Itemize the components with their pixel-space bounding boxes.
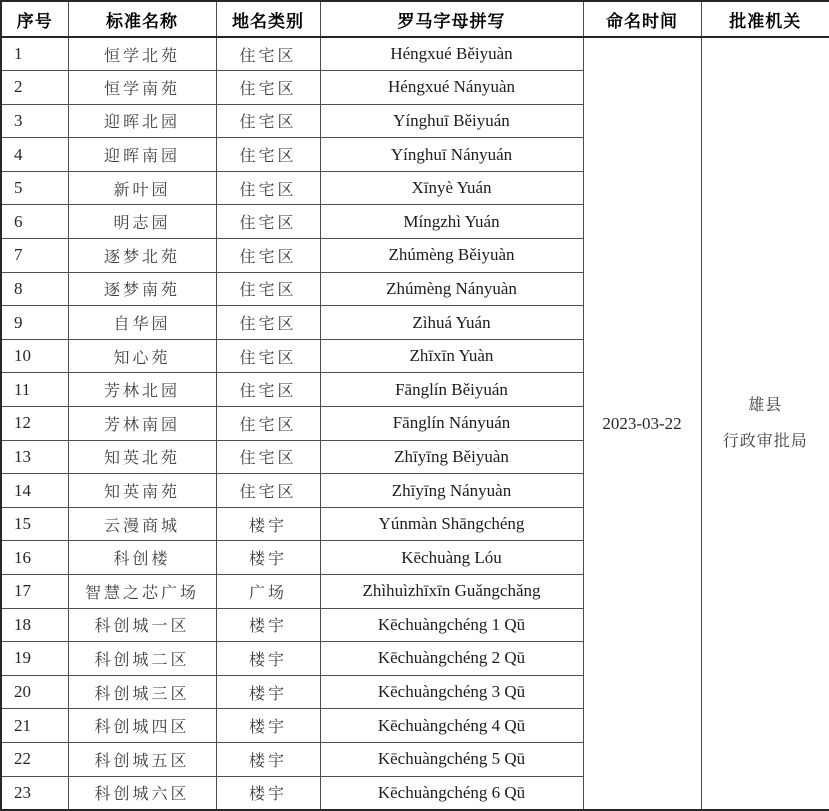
cell-category: 住宅区 (216, 239, 320, 273)
cell-name: 智慧之芯广场 (68, 575, 216, 609)
cell-category: 住宅区 (216, 104, 320, 138)
cell-name: 科创城三区 (68, 675, 216, 709)
cell-name: 知心苑 (68, 339, 216, 373)
cell-serial: 13 (1, 440, 68, 474)
cell-category: 住宅区 (216, 205, 320, 239)
cell-category: 住宅区 (216, 171, 320, 205)
cell-name: 芳林南园 (68, 407, 216, 441)
authority-line: 雄县 (748, 397, 783, 415)
cell-pinyin: Kēchuàngchéng 1 Qū (320, 608, 583, 642)
authority-line: 行政审批局 (722, 432, 808, 450)
col-header-standard-name: 标准名称 (68, 1, 216, 37)
cell-name: 新叶园 (68, 171, 216, 205)
cell-serial: 23 (1, 776, 68, 810)
cell-category: 楼宇 (216, 541, 320, 575)
cell-category: 楼宇 (216, 709, 320, 743)
col-header-category: 地名类别 (216, 1, 320, 37)
cell-serial: 5 (1, 171, 68, 205)
cell-name: 自华园 (68, 306, 216, 340)
cell-serial: 7 (1, 239, 68, 273)
cell-name: 恒学南苑 (68, 71, 216, 105)
cell-approval-authority (701, 37, 829, 810)
cell-category: 住宅区 (216, 373, 320, 407)
cell-pinyin: Zhīxīn Yuàn (320, 339, 583, 373)
cell-serial: 10 (1, 339, 68, 373)
cell-category: 住宅区 (216, 138, 320, 172)
header-row (1, 1, 829, 37)
cell-serial: 14 (1, 474, 68, 508)
cell-serial: 18 (1, 608, 68, 642)
cell-pinyin: Héngxué Běiyuàn (320, 37, 583, 71)
table-body (1, 37, 829, 810)
cell-category: 楼宇 (216, 608, 320, 642)
cell-pinyin: Kēchuàngchéng 3 Qū (320, 675, 583, 709)
cell-category: 住宅区 (216, 474, 320, 508)
cell-category: 楼宇 (216, 675, 320, 709)
cell-pinyin: Xīnyè Yuán (320, 171, 583, 205)
cell-category: 住宅区 (216, 306, 320, 340)
col-header-approval-authority: 批准机关 (701, 1, 829, 37)
cell-name: 科创城六区 (68, 776, 216, 810)
cell-serial: 21 (1, 709, 68, 743)
cell-serial: 15 (1, 507, 68, 541)
cell-pinyin: Zhīyīng Nányuàn (320, 474, 583, 508)
cell-pinyin: Zhúmèng Nányuàn (320, 272, 583, 306)
cell-serial: 8 (1, 272, 68, 306)
cell-category: 住宅区 (216, 440, 320, 474)
cell-serial: 2 (1, 71, 68, 105)
cell-serial: 3 (1, 104, 68, 138)
cell-category: 住宅区 (216, 407, 320, 441)
cell-name: 知英南苑 (68, 474, 216, 508)
cell-serial: 16 (1, 541, 68, 575)
cell-pinyin: Yínghuī Běiyuán (320, 104, 583, 138)
cell-name: 芳林北园 (68, 373, 216, 407)
cell-name: 逐梦北苑 (68, 239, 216, 273)
cell-serial: 1 (1, 37, 68, 71)
cell-name: 科创楼 (68, 541, 216, 575)
cell-serial: 20 (1, 675, 68, 709)
cell-name: 知英北苑 (68, 440, 216, 474)
cell-name: 科创城二区 (68, 642, 216, 676)
cell-category: 广场 (216, 575, 320, 609)
cell-name: 迎晖北园 (68, 104, 216, 138)
cell-pinyin: Kēchuàngchéng 6 Qū (320, 776, 583, 810)
cell-name: 迎晖南园 (68, 138, 216, 172)
cell-name: 恒学北苑 (68, 37, 216, 71)
cell-pinyin: Zìhuá Yuán (320, 306, 583, 340)
cell-name: 科创城四区 (68, 709, 216, 743)
cell-pinyin: Héngxué Nányuàn (320, 71, 583, 105)
cell-pinyin: Kēchuàngchéng 2 Qū (320, 642, 583, 676)
cell-pinyin: Kēchuàngchéng 5 Qū (320, 742, 583, 776)
cell-category: 楼宇 (216, 642, 320, 676)
cell-name: 科创城一区 (68, 608, 216, 642)
cell-category: 住宅区 (216, 37, 320, 71)
cell-pinyin: Kēchuàng Lóu (320, 541, 583, 575)
cell-pinyin: Yúnmàn Shāngchéng (320, 507, 583, 541)
cell-pinyin: Fānglín Nányuán (320, 407, 583, 441)
cell-pinyin: Yínghuī Nányuán (320, 138, 583, 172)
cell-name: 逐梦南苑 (68, 272, 216, 306)
cell-name: 明志园 (68, 205, 216, 239)
cell-serial: 17 (1, 575, 68, 609)
cell-category: 住宅区 (216, 272, 320, 306)
cell-pinyin: Zhúmèng Běiyuàn (320, 239, 583, 273)
cell-serial: 22 (1, 742, 68, 776)
cell-pinyin: Míngzhì Yuán (320, 205, 583, 239)
cell-category: 楼宇 (216, 507, 320, 541)
cell-pinyin: Zhīyīng Běiyuàn (320, 440, 583, 474)
table-row (1, 37, 829, 71)
cell-pinyin: Kēchuàngchéng 4 Qū (320, 709, 583, 743)
cell-naming-date: 2023-03-22 (583, 37, 701, 810)
cell-name: 云漫商城 (68, 507, 216, 541)
cell-name: 科创城五区 (68, 742, 216, 776)
cell-serial: 9 (1, 306, 68, 340)
cell-pinyin: Fānglín Běiyuán (320, 373, 583, 407)
cell-serial: 19 (1, 642, 68, 676)
cell-category: 楼宇 (216, 776, 320, 810)
col-header-serial: 序号 (1, 1, 68, 37)
col-header-pinyin: 罗马字母拼写 (320, 1, 583, 37)
cell-category: 住宅区 (216, 71, 320, 105)
cell-serial: 11 (1, 373, 68, 407)
cell-category: 住宅区 (216, 339, 320, 373)
cell-category: 楼宇 (216, 742, 320, 776)
col-header-naming-date: 命名时间 (583, 1, 701, 37)
cell-serial: 12 (1, 407, 68, 441)
cell-serial: 4 (1, 138, 68, 172)
cell-serial: 6 (1, 205, 68, 239)
cell-pinyin: Zhìhuìzhīxīn Guǎngchǎng (320, 575, 583, 609)
